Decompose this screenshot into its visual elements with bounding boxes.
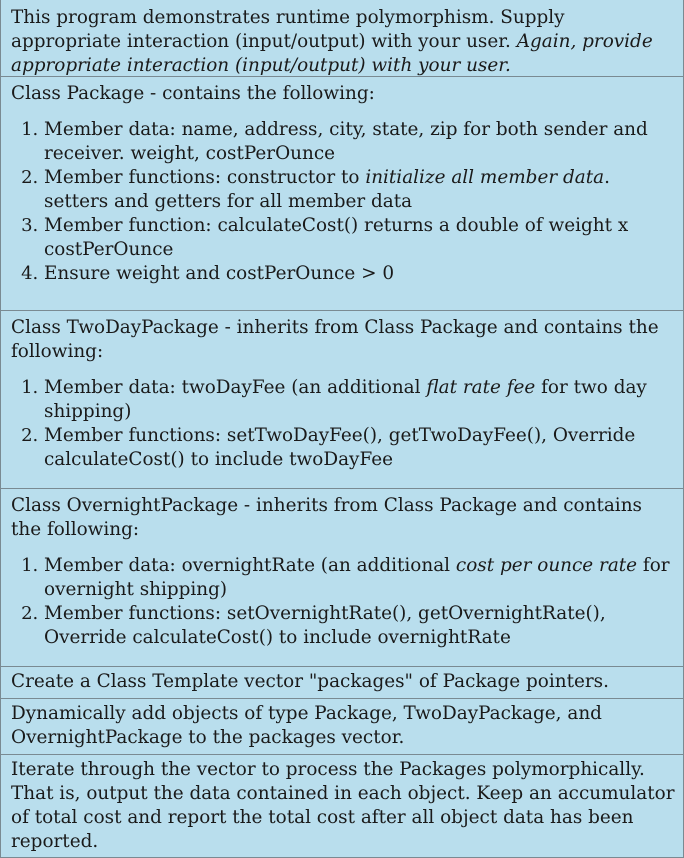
list-item	[44, 262, 675, 286]
overnight-heading: Class OvernightPackage - inherits from Class Package and contains the following:	[11, 495, 642, 540]
list-item-text: Member function: calculateCost() returns a double of weight x costPerOunce	[44, 215, 629, 260]
list-item-text: for overnight shipping)	[44, 555, 670, 600]
template-cell	[1, 666, 683, 696]
package-cell	[1, 76, 683, 308]
intro-cell	[1, 0, 683, 74]
list-item-text: Member functions: constructor to	[44, 167, 366, 188]
package-heading: Class Package - contains the following:	[11, 83, 375, 104]
dynamic-cell	[1, 698, 683, 752]
list-item	[44, 214, 675, 262]
list-item-text: Member functions: setOvernightRate(), getOvernightRate(), Override calculateCost() to include overnightRate	[44, 603, 606, 648]
list-item-emphasis: flat rate fee	[426, 377, 536, 398]
overnight-cell	[1, 488, 683, 664]
list-item	[44, 118, 675, 166]
list-item-emphasis: cost per ounce rate	[455, 555, 638, 576]
twoday-cell	[1, 310, 683, 486]
twoday-heading: Class TwoDayPackage - inherits from Class Package and contains the following:	[11, 317, 659, 362]
list-item	[44, 602, 675, 650]
template-text: Create a Class Template vector "packages" of Package pointers.	[11, 671, 609, 692]
list-item	[44, 424, 675, 472]
list-item-text: . setters and getters for all member data	[44, 167, 610, 212]
list-item-text: for two day shipping)	[44, 377, 647, 422]
list-item-emphasis: initialize all member data	[365, 167, 605, 188]
list-item-text: Member data: overnightRate (an additional	[44, 555, 456, 576]
iterate-cell	[1, 754, 683, 854]
twoday-list	[11, 376, 675, 472]
intro-paragraph	[11, 6, 675, 78]
list-item-text: Ensure weight and costPerOunce > 0	[44, 263, 395, 284]
list-item-text: Member functions: setTwoDayFee(), getTwoDayFee(), Override calculateCost() to include twoDayFee	[44, 425, 636, 470]
dynamic-text: Dynamically add objects of type Package, TwoDayPackage, and OvernightPackage to the packages vector.	[11, 703, 602, 748]
list-item-text: Member data: twoDayFee (an additional	[44, 377, 427, 398]
list-item	[44, 554, 675, 602]
overnight-list	[11, 554, 675, 650]
intro-text: This program demonstrates runtime polymorphism. Supply appropriate interaction (input/output) with your user.	[11, 7, 565, 52]
list-item-text: Member data: name, address, city, state, zip for both sender and receiver. weight, costPerOunce	[44, 119, 648, 164]
list-item	[44, 166, 675, 214]
package-list	[11, 118, 675, 286]
list-item	[44, 376, 675, 424]
iterate-text: Iterate through the vector to process the Packages polymorphically. That is, output the data contained in each object. Keep an accumulator of total cost and report the total cost after all object data has been reported.	[11, 759, 675, 852]
intro-emphasis: Again, provide appropriate interaction (input/output) with your user.	[11, 31, 653, 76]
